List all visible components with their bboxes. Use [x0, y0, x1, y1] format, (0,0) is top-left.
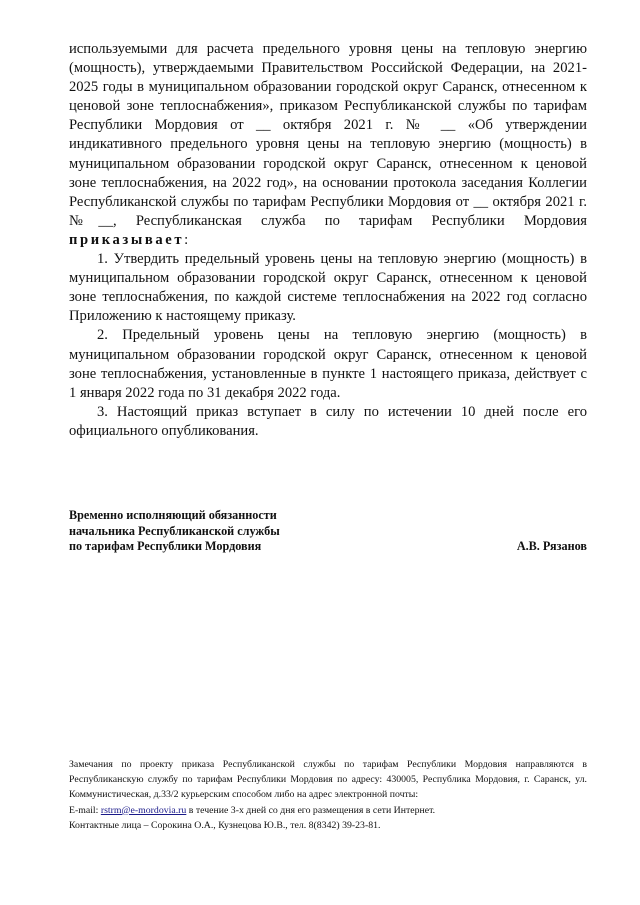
email-link[interactable]: rstrm@e-mordovia.ru	[100, 804, 187, 816]
signature-title-line-2: начальника Республиканской службы	[69, 523, 280, 538]
order-item-3: 3. Настоящий приказ вступает в силу по истечении 10 дней после его официального опубликования.	[69, 403, 587, 439]
document-body	[69, 40, 587, 441]
email-prefix: E-mail:	[69, 804, 101, 816]
order-line	[69, 231, 587, 250]
signature-block	[69, 508, 587, 555]
order-colon: :	[184, 231, 189, 248]
order-item-1: 1. Утвердить предельный уровень цены на тепловую энергию (мощность) в муниципальном образовании городской округ Саранск, отнесенном к ценовой зоне теплоснабжения, по каждой системе теплоснабжения на 2022 год согласно Приложению к настоящему приказу.	[69, 251, 587, 325]
footer-remarks: Замечания по проекту приказа Республиканской службы по тарифам Республики Мордовия направляются в Республиканскую службу по тарифам Республики Мордовия по адресу: 430005, Республика Мордовия, г. Саранск, ул. Коммунистическая, д.33/2 курьерским способом либо на адрес электронной почты:	[69, 759, 587, 801]
footer-email-line	[69, 803, 587, 818]
intro-paragraph: используемыми для расчета предельного уровня цены на тепловую энергию (мощность), утверждаемыми Правительством Российской Федерации, на 2021-2025 годы в муниципальном образовании городской округ Саранск, отнесенном к ценовой зоне теплоснабжения», приказом Республиканской службы по тарифам Республики Мордовия от __ октября 2021 г. № __ «Об утверждении индикативного предельного уровня цены на тепловую энергию (мощность) в муниципальном образовании городской округ Саранск, отнесенном к ценовой зоне теплоснабжения, на 2022 год», на основании протокола заседания Коллегии Республиканской службы по тарифам Республики Мордовия от __ октября 2021 г. №__, Республиканская служба по тарифам Республики Мордовия	[69, 41, 587, 229]
email-suffix: в течение 3-х дней со дня его размещения в сети Интернет.	[186, 804, 436, 816]
signatory-name: А.В. Рязанов	[516, 539, 587, 553]
signature-title-line-1: Временно исполняющий обязанности	[69, 508, 277, 522]
footer-contacts: Контактные лица – Сорокина О.А., Кузнецова Ю.В., тел. 8(8342) 39-23-81.	[69, 819, 381, 831]
order-word: приказывает	[69, 231, 185, 248]
signature-title-line-3: по тарифам Республики Мордовия	[69, 539, 262, 553]
order-item-2: 2. Предельный уровень цены на тепловую энергию (мощность) в муниципальном образовании городской округ Саранск, отнесенном к ценовой зоне теплоснабжения, установленные в пункте 1 настоящего приказа, действует с 1 января 2022 года по 31 декабря 2022 года.	[69, 327, 587, 401]
footer-note	[69, 757, 587, 833]
